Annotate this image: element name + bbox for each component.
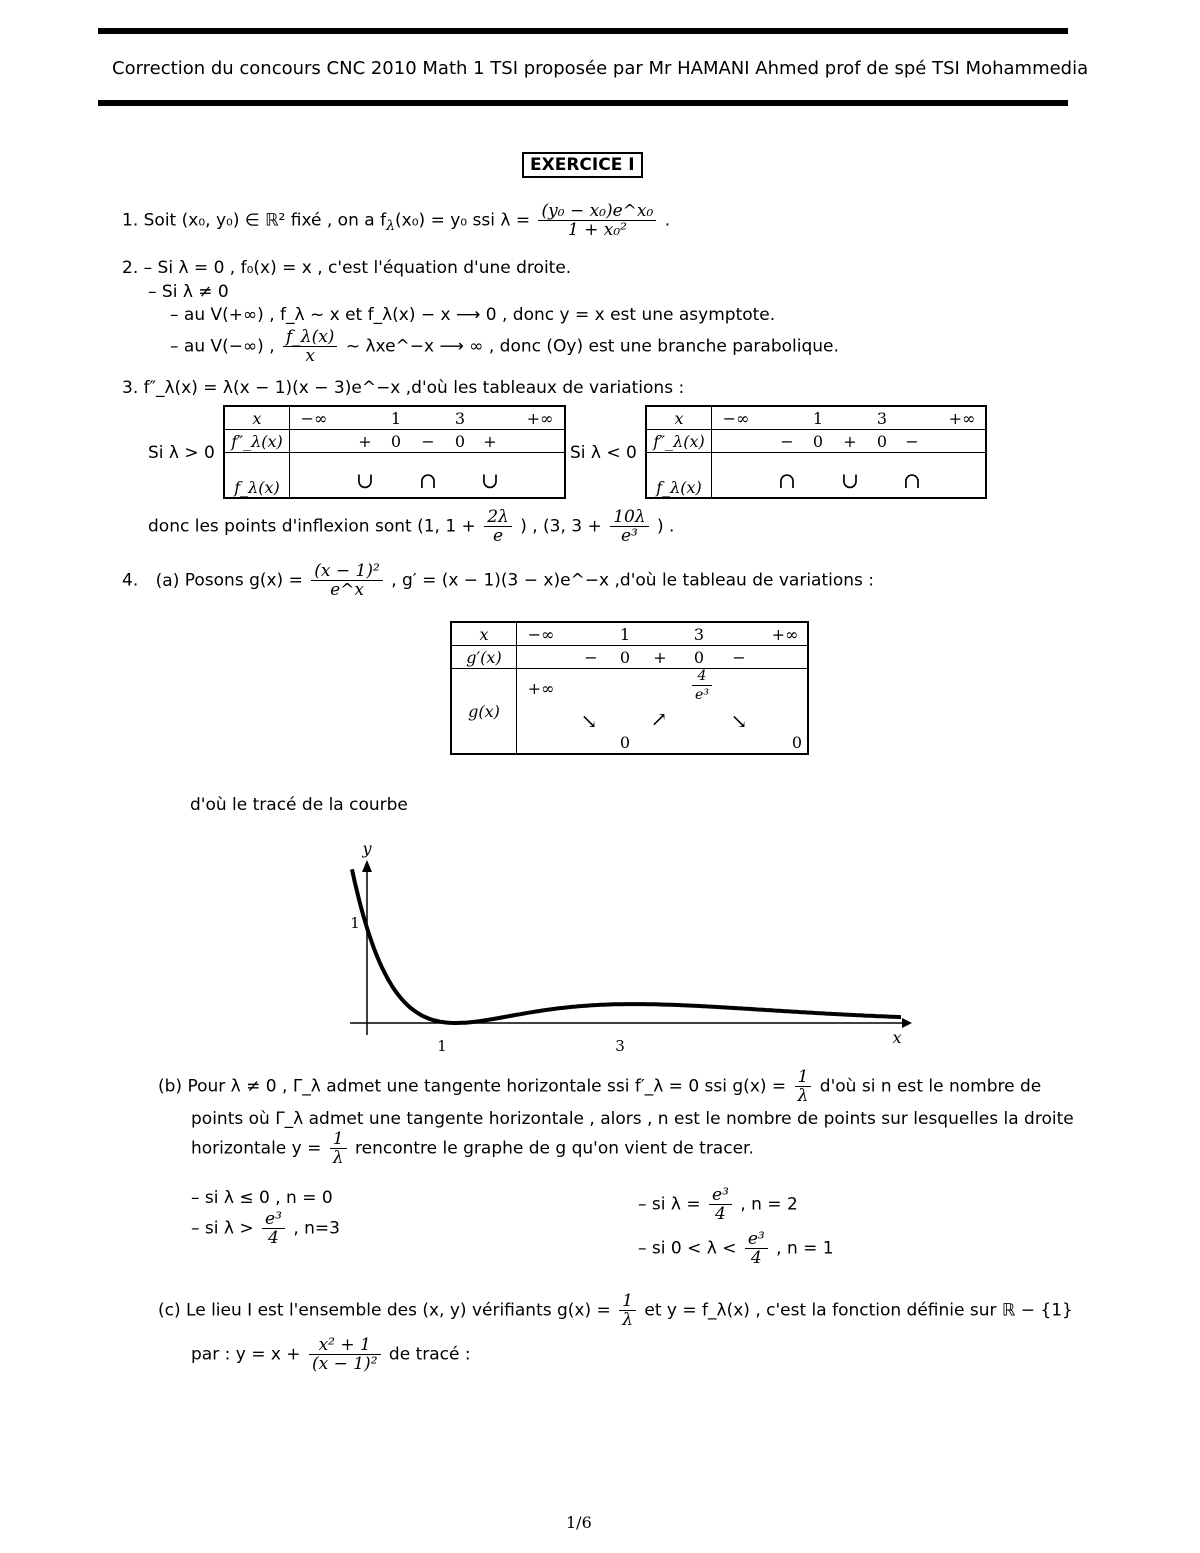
convexity-symbol: ∩ (418, 469, 438, 494)
sign: + (358, 432, 372, 451)
question-4c-line2: par : y = x + $\frac{\text{x² + 1}}{\text{(x − 1)²}}$ de tracé : (191, 1335, 471, 1374)
question-4b-line2: points où Γ_λ admet une tangente horizontale , alors , n est le nombre de points sur lesquelles la droite (191, 1109, 1074, 1129)
variation-table-positive (223, 405, 566, 499)
x-tick: 1 (812, 409, 824, 428)
sign: − (584, 648, 598, 667)
g-curve-plot (330, 830, 920, 1060)
sign: 0 (693, 648, 705, 667)
vt-right-deriv-label: f″_λ(x) (646, 430, 712, 453)
x-tick: +∞ (526, 409, 554, 428)
q1-fraction: $\frac{\text{(y₀ − x₀)e\textasciicircum{}x₀}}{\text{1 + x₀²}}$ (538, 202, 656, 239)
inflexion-points: donc les points d'inflexion sont (1, 1 + $\frac{2\lambda}{e}$ ) , (3, 3 + $\frac{10\lambda}{\text{e³}}$ ) . (148, 507, 675, 546)
page-number: 1/6 (566, 1513, 592, 1532)
sign: 0 (390, 432, 402, 451)
x-axis-arrow (902, 1018, 912, 1028)
x-tick: −∞ (300, 409, 328, 428)
series-line-g (352, 869, 901, 1023)
variation-table-g (450, 621, 809, 755)
question-4c-line1: (c) Le lieu I est l'ensemble des (x, y) vérifiants g(x) = $\frac{1}{\lambda}$ et y = f_λ(x) , c'est la fonction définie sur ℝ − {1} (158, 1291, 1073, 1330)
y-axis-label: y (362, 839, 372, 858)
vt-g-deriv-label: g′(x) (451, 646, 517, 669)
sign: 0 (812, 432, 824, 451)
convexity-symbol: ∩ (902, 469, 922, 494)
case-3: – si λ = $\frac{\text{e³}}{4}$ , n = 2 (638, 1185, 798, 1224)
question-1: 1. Soit (x₀, y₀) ∈ ℝ² fixé , on a $f_\lambda(x_0) = y_0$ ssi λ = $\frac{\text{(y₀ − x₀)e\textasciicircum{}x₀}}{\text{1 + x₀²}}$ . (122, 201, 671, 240)
header-title: Correction du concours CNC 2010 Math 1 TSI proposée par Mr HAMANI Ahmed prof de spé TSI Mohammedia (112, 58, 1089, 79)
q1-number: 1. (122, 210, 139, 231)
question-2-line1: 2. – Si λ = 0 , f₀(x) = x , c'est l'équation d'une droite. (122, 258, 572, 278)
question-3: 3. f″_λ(x) = λ(x − 1)(x − 3)e^−x ,d'où les tableaux de variations : (122, 378, 685, 398)
variation-table-negative (645, 405, 987, 499)
sign: + (843, 432, 857, 451)
q2-fraction: $\frac{f\_\lambda(x)}{x}$ (283, 328, 337, 365)
x-axis-label: x (892, 1028, 902, 1047)
x-tick: 1 (619, 625, 631, 644)
y-axis-arrow (362, 860, 372, 872)
vt-left-deriv-label: f″_λ(x) (224, 430, 290, 453)
vt-left-func-label: f_λ(x) (224, 453, 290, 499)
peak-value: $\frac{4}{\text{e³}}$ (692, 667, 712, 704)
increase-arrow: ↗ (650, 707, 668, 731)
convexity-symbol: ∪ (480, 469, 500, 494)
x-tick-label: 1 (437, 1037, 447, 1055)
x-tick: +∞ (771, 625, 799, 644)
case-1: – si λ ≤ 0 , n = 0 (191, 1188, 333, 1208)
decrease-arrow: ↘ (580, 709, 598, 733)
vt-right-func-label: f_λ(x) (646, 453, 712, 499)
x-tick: 3 (693, 625, 705, 644)
x-tick: 1 (390, 409, 402, 428)
case-2: – si λ > $\frac{\text{e³}}{4}$ , n=3 (191, 1209, 340, 1248)
x-tick: −∞ (527, 625, 555, 644)
sign: − (421, 432, 435, 451)
sign: + (653, 648, 667, 667)
limit-value: 0 (791, 733, 803, 752)
sign: − (780, 432, 794, 451)
convexity-symbol: ∪ (355, 469, 375, 494)
x-tick: +∞ (948, 409, 976, 428)
sign: 0 (619, 648, 631, 667)
sign: + (483, 432, 497, 451)
y-tick-label: 1 (350, 914, 360, 932)
exercise-title: EXERCICE I (522, 152, 643, 178)
header-top-rule (98, 28, 1068, 34)
x-tick-label: 3 (615, 1037, 625, 1055)
convexity-symbol: ∪ (840, 469, 860, 494)
convexity-symbol: ∩ (777, 469, 797, 494)
min-value: 0 (619, 733, 631, 752)
header-bottom-rule (98, 100, 1068, 106)
vt-g-x-label: x (451, 622, 517, 646)
question-4a: 4. (a) Posons g(x) = $\frac{\text{(x − 1)²}}{e\^{}x}$ , g′ = (x − 1)(3 − x)e^−x ,d'où le tableau de variations : (122, 561, 875, 600)
decrease-arrow: ↘ (730, 709, 748, 733)
sign: − (905, 432, 919, 451)
sign: 0 (876, 432, 888, 451)
question-2-line4: – au V(−∞) , $\frac{f\_\lambda(x)}{x}$ ~ λxe^−x ⟶ ∞ , donc (Oy) est une branche parabolique. (170, 327, 839, 366)
case-4: – si 0 < λ < $\frac{\text{e³}}{4}$ , n = 1 (638, 1229, 834, 1268)
vt-right-x-label: x (646, 406, 712, 430)
q1-text-b: (x₀) = y₀ ssi λ = (395, 210, 531, 231)
question-4b-line1: (b) Pour λ ≠ 0 , Γ_λ admet une tangente horizontale ssi f′_λ = 0 ssi g(x) = $\frac{1}{\lambda}$ d'où si n est le nombre de (158, 1067, 1042, 1106)
trace-text: d'où le tracé de la courbe (190, 795, 408, 815)
q3-right-label: Si λ < 0 (570, 443, 637, 463)
x-tick: −∞ (722, 409, 750, 428)
limit-top-left: +∞ (527, 679, 555, 698)
question-2-line3: – au V(+∞) , f_λ ~ x et f_λ(x) − x ⟶ 0 , donc y = x est une asymptote. (170, 305, 776, 325)
q3-left-label: Si λ > 0 (148, 443, 215, 463)
sign: − (732, 648, 746, 667)
question-4b-line3: horizontale y = $\frac{1}{\lambda}$ rencontre le graphe de g qu'on vient de tracer. (191, 1129, 754, 1168)
question-2-line2: – Si λ ≠ 0 (148, 282, 229, 302)
sign: 0 (454, 432, 466, 451)
x-tick: 3 (876, 409, 888, 428)
x-tick: 3 (454, 409, 466, 428)
vt-left-x-label: x (224, 406, 290, 430)
q1-text-a: Soit (x₀, y₀) ∈ ℝ² fixé , on a f (143, 210, 387, 231)
vt-g-func-label: g(x) (451, 669, 517, 755)
